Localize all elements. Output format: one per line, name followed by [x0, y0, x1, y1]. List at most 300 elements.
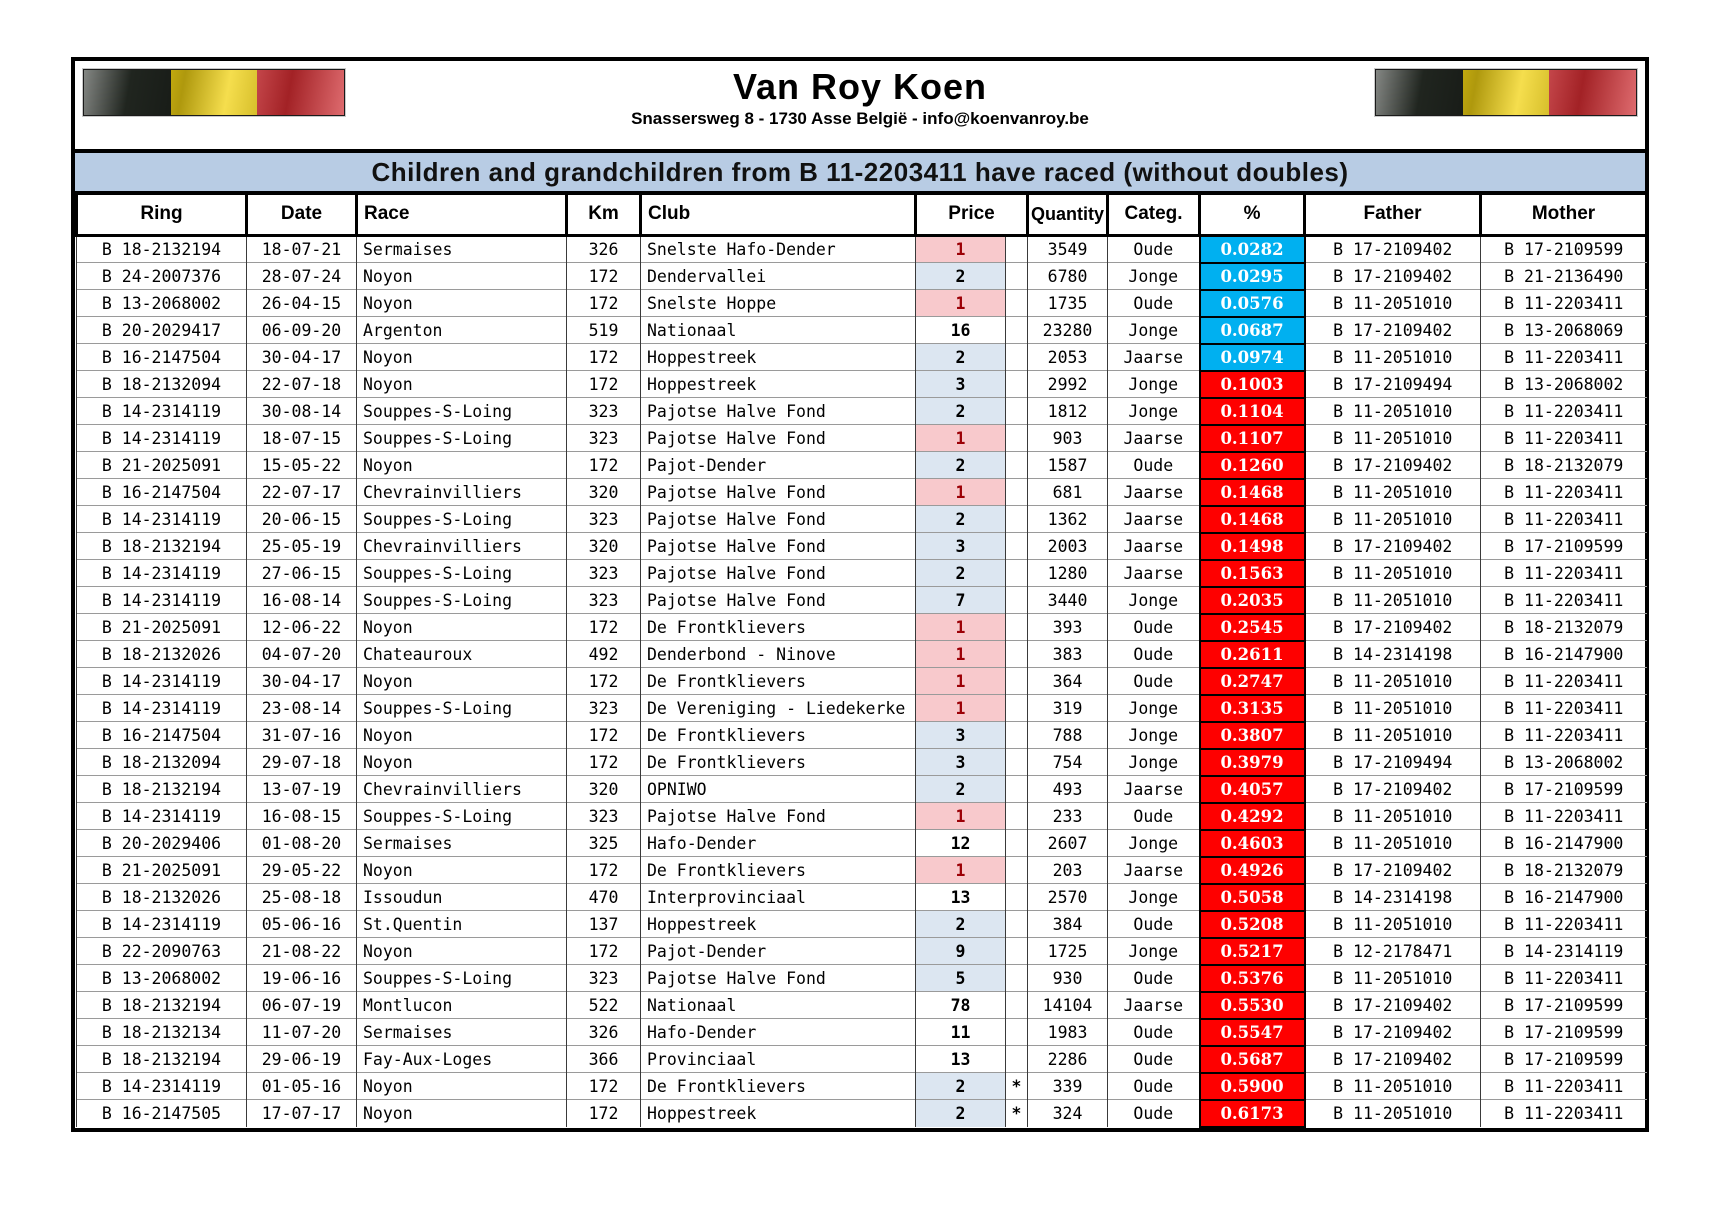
date-cell: 06-09-20 [247, 317, 357, 344]
star-marker [1006, 857, 1028, 884]
km-cell: 323 [567, 965, 641, 992]
quantity-cell: 1280 [1028, 560, 1108, 587]
ring-cell: B 16-2147504 [77, 479, 247, 506]
results-body [77, 235, 1647, 1127]
percentage-cell: 0.3135 [1200, 695, 1305, 722]
percentage-cell: 0.1468 [1200, 506, 1305, 533]
ring-cell: B 18-2132134 [77, 1019, 247, 1046]
km-cell: 325 [567, 830, 641, 857]
km-cell: 323 [567, 560, 641, 587]
belgian-flag-left-icon [83, 69, 345, 116]
masthead [75, 61, 1645, 149]
table-row [77, 911, 1647, 938]
race-cell: Souppes-S-Loing [357, 587, 567, 614]
percentage-cell: 0.4057 [1200, 776, 1305, 803]
father-cell: B 11-2051010 [1305, 560, 1481, 587]
club-cell: De Frontklievers [641, 722, 916, 749]
ring-cell: B 14-2314119 [77, 911, 247, 938]
km-cell: 172 [567, 614, 641, 641]
km-cell: 172 [567, 722, 641, 749]
category-cell: Jaarse [1108, 506, 1200, 533]
percentage-cell: 0.6173 [1200, 1100, 1305, 1127]
father-cell: B 17-2109402 [1305, 1046, 1481, 1073]
club-cell: Pajotse Halve Fond [641, 479, 916, 506]
star-marker [1006, 884, 1028, 911]
price-cell: 13 [916, 1046, 1006, 1073]
ring-cell: B 14-2314119 [77, 506, 247, 533]
quantity-cell: 3440 [1028, 587, 1108, 614]
star-marker [1006, 749, 1028, 776]
mother-cell: B 17-2109599 [1481, 776, 1647, 803]
date-cell: 13-07-19 [247, 776, 357, 803]
father-cell: B 11-2051010 [1305, 506, 1481, 533]
date-cell: 22-07-18 [247, 371, 357, 398]
km-cell: 320 [567, 776, 641, 803]
price-cell: 2 [916, 398, 1006, 425]
race-cell: Noyon [357, 749, 567, 776]
quantity-cell: 2053 [1028, 344, 1108, 371]
table-row [77, 506, 1647, 533]
race-cell: Chevrainvilliers [357, 533, 567, 560]
km-cell: 172 [567, 344, 641, 371]
price-cell: 13 [916, 884, 1006, 911]
km-cell: 172 [567, 263, 641, 290]
category-cell: Jaarse [1108, 857, 1200, 884]
date-cell: 15-05-22 [247, 452, 357, 479]
ring-cell: B 18-2132194 [77, 992, 247, 1019]
ring-cell: B 14-2314119 [77, 803, 247, 830]
father-cell: B 14-2314198 [1305, 884, 1481, 911]
percentage-cell: 0.5058 [1200, 884, 1305, 911]
star-marker: * [1006, 1073, 1028, 1100]
star-marker [1006, 1019, 1028, 1046]
category-cell: Jaarse [1108, 533, 1200, 560]
category-cell: Jonge [1108, 587, 1200, 614]
percentage-cell: 0.1260 [1200, 452, 1305, 479]
price-cell: 1 [916, 803, 1006, 830]
table-row [77, 803, 1647, 830]
percentage-cell: 0.3807 [1200, 722, 1305, 749]
price-cell: 1 [916, 425, 1006, 452]
price-cell: 2 [916, 776, 1006, 803]
km-cell: 323 [567, 803, 641, 830]
quantity-cell: 2607 [1028, 830, 1108, 857]
club-cell: Hoppestreek [641, 344, 916, 371]
percentage-cell: 0.0974 [1200, 344, 1305, 371]
club-cell: De Frontklievers [641, 857, 916, 884]
race-cell: Noyon [357, 938, 567, 965]
father-cell: B 11-2051010 [1305, 398, 1481, 425]
price-cell: 16 [916, 317, 1006, 344]
star-marker [1006, 695, 1028, 722]
results-table [75, 195, 1648, 1128]
percentage-cell: 0.4926 [1200, 857, 1305, 884]
club-cell: De Frontklievers [641, 1073, 916, 1100]
percentage-cell: 0.5530 [1200, 992, 1305, 1019]
percentage-cell: 0.0295 [1200, 263, 1305, 290]
club-cell: De Frontklievers [641, 668, 916, 695]
father-cell: B 11-2051010 [1305, 425, 1481, 452]
table-row [77, 479, 1647, 506]
table-row [77, 1046, 1647, 1073]
category-cell: Oude [1108, 1100, 1200, 1127]
star-marker [1006, 911, 1028, 938]
date-cell: 16-08-14 [247, 587, 357, 614]
price-cell: 2 [916, 344, 1006, 371]
father-cell: B 11-2051010 [1305, 1073, 1481, 1100]
quantity-cell: 681 [1028, 479, 1108, 506]
category-cell: Jaarse [1108, 776, 1200, 803]
club-cell: Pajotse Halve Fond [641, 803, 916, 830]
mother-cell: B 11-2203411 [1481, 803, 1647, 830]
date-cell: 01-05-16 [247, 1073, 357, 1100]
date-cell: 22-07-17 [247, 479, 357, 506]
star-marker [1006, 263, 1028, 290]
percentage-cell: 0.0687 [1200, 317, 1305, 344]
price-cell: 3 [916, 749, 1006, 776]
category-cell: Jonge [1108, 722, 1200, 749]
father-cell: B 11-2051010 [1305, 803, 1481, 830]
category-cell: Oude [1108, 1046, 1200, 1073]
star-marker [1006, 425, 1028, 452]
club-cell: Nationaal [641, 992, 916, 1019]
mother-cell: B 11-2203411 [1481, 290, 1647, 317]
category-cell: Oude [1108, 614, 1200, 641]
ring-cell: B 18-2132194 [77, 533, 247, 560]
price-cell: 1 [916, 235, 1006, 263]
km-cell: 323 [567, 398, 641, 425]
date-cell: 01-08-20 [247, 830, 357, 857]
date-cell: 29-06-19 [247, 1046, 357, 1073]
table-row [77, 263, 1647, 290]
race-cell: Sermaises [357, 1019, 567, 1046]
star-marker [1006, 398, 1028, 425]
percentage-cell: 0.5900 [1200, 1073, 1305, 1100]
price-cell: 3 [916, 371, 1006, 398]
father-cell: B 11-2051010 [1305, 1100, 1481, 1127]
category-cell: Jaarse [1108, 992, 1200, 1019]
club-cell: Denderbond - Ninove [641, 641, 916, 668]
mother-cell: B 14-2314119 [1481, 938, 1647, 965]
ring-cell: B 18-2132094 [77, 749, 247, 776]
date-cell: 11-07-20 [247, 1019, 357, 1046]
club-cell: Provinciaal [641, 1046, 916, 1073]
father-cell: B 11-2051010 [1305, 830, 1481, 857]
table-row [77, 371, 1647, 398]
percentage-cell: 0.4292 [1200, 803, 1305, 830]
km-cell: 323 [567, 695, 641, 722]
category-cell: Jonge [1108, 695, 1200, 722]
price-cell: 5 [916, 965, 1006, 992]
percentage-cell: 0.5208 [1200, 911, 1305, 938]
race-cell: Noyon [357, 452, 567, 479]
race-cell: Noyon [357, 290, 567, 317]
price-cell: 2 [916, 506, 1006, 533]
date-cell: 06-07-19 [247, 992, 357, 1019]
ring-cell: B 20-2029417 [77, 317, 247, 344]
table-row [77, 722, 1647, 749]
price-cell: 3 [916, 533, 1006, 560]
mother-cell: B 17-2109599 [1481, 992, 1647, 1019]
mother-cell: B 18-2132079 [1481, 452, 1647, 479]
category-cell: Oude [1108, 235, 1200, 263]
flag-black-stripe [1376, 70, 1463, 115]
quantity-cell: 1735 [1028, 290, 1108, 317]
mother-cell: B 11-2203411 [1481, 587, 1647, 614]
percentage-cell: 0.2611 [1200, 641, 1305, 668]
date-cell: 25-08-18 [247, 884, 357, 911]
ring-cell: B 18-2132026 [77, 884, 247, 911]
father-cell: B 17-2109494 [1305, 749, 1481, 776]
father-cell: B 17-2109402 [1305, 857, 1481, 884]
flag-red-stripe [1549, 70, 1636, 115]
club-cell: Pajotse Halve Fond [641, 506, 916, 533]
flag-yellow-stripe [171, 70, 258, 115]
ring-cell: B 20-2029406 [77, 830, 247, 857]
father-cell: B 11-2051010 [1305, 344, 1481, 371]
quantity-cell: 23280 [1028, 317, 1108, 344]
price-cell: 1 [916, 479, 1006, 506]
quantity-cell: 1362 [1028, 506, 1108, 533]
club-cell: Snelste Hoppe [641, 290, 916, 317]
percentage-cell: 0.3979 [1200, 749, 1305, 776]
date-cell: 12-06-22 [247, 614, 357, 641]
race-cell: Noyon [357, 344, 567, 371]
mother-cell: B 11-2203411 [1481, 668, 1647, 695]
quantity-cell: 788 [1028, 722, 1108, 749]
mother-cell: B 11-2203411 [1481, 1073, 1647, 1100]
club-cell: Dendervallei [641, 263, 916, 290]
percentage-cell: 0.2035 [1200, 587, 1305, 614]
km-cell: 326 [567, 235, 641, 263]
price-cell: 2 [916, 1100, 1006, 1127]
mother-cell: B 13-2068002 [1481, 749, 1647, 776]
star-marker [1006, 830, 1028, 857]
race-cell: Issoudun [357, 884, 567, 911]
ring-cell: B 13-2068002 [77, 290, 247, 317]
race-cell: Souppes-S-Loing [357, 425, 567, 452]
ring-cell: B 18-2132094 [77, 371, 247, 398]
mother-cell: B 11-2203411 [1481, 695, 1647, 722]
km-cell: 492 [567, 641, 641, 668]
price-cell: 2 [916, 911, 1006, 938]
category-cell: Jonge [1108, 938, 1200, 965]
father-cell: B 11-2051010 [1305, 587, 1481, 614]
table-row [77, 1019, 1647, 1046]
km-cell: 323 [567, 506, 641, 533]
father-cell: B 17-2109402 [1305, 776, 1481, 803]
quantity-cell: 493 [1028, 776, 1108, 803]
price-cell: 2 [916, 1073, 1006, 1100]
table-row [77, 1100, 1647, 1127]
ring-cell: B 24-2007376 [77, 263, 247, 290]
km-cell: 137 [567, 911, 641, 938]
club-cell: Nationaal [641, 317, 916, 344]
race-cell: Noyon [357, 263, 567, 290]
table-row [77, 992, 1647, 1019]
date-cell: 19-06-16 [247, 965, 357, 992]
mother-cell: B 16-2147900 [1481, 641, 1647, 668]
quantity-cell: 930 [1028, 965, 1108, 992]
col-header-category: Categ. [1108, 195, 1200, 235]
quantity-cell: 1587 [1028, 452, 1108, 479]
km-cell: 172 [567, 290, 641, 317]
club-cell: Hafo-Dender [641, 1019, 916, 1046]
col-header-price: Price [916, 195, 1028, 235]
table-row [77, 668, 1647, 695]
date-cell: 26-04-15 [247, 290, 357, 317]
ring-cell: B 21-2025091 [77, 614, 247, 641]
father-cell: B 17-2109402 [1305, 1019, 1481, 1046]
race-cell: Souppes-S-Loing [357, 695, 567, 722]
belgian-flag-right-icon [1375, 69, 1637, 116]
price-cell: 11 [916, 1019, 1006, 1046]
race-cell: Argenton [357, 317, 567, 344]
star-marker [1006, 641, 1028, 668]
category-cell: Jonge [1108, 371, 1200, 398]
quantity-cell: 14104 [1028, 992, 1108, 1019]
star-marker [1006, 668, 1028, 695]
km-cell: 172 [567, 938, 641, 965]
table-row [77, 452, 1647, 479]
table-row [77, 614, 1647, 641]
date-cell: 30-04-17 [247, 668, 357, 695]
quantity-cell: 903 [1028, 425, 1108, 452]
km-cell: 522 [567, 992, 641, 1019]
category-cell: Jonge [1108, 317, 1200, 344]
father-cell: B 17-2109402 [1305, 992, 1481, 1019]
race-cell: Chevrainvilliers [357, 479, 567, 506]
star-marker [1006, 560, 1028, 587]
price-cell: 1 [916, 641, 1006, 668]
km-cell: 323 [567, 425, 641, 452]
race-cell: St.Quentin [357, 911, 567, 938]
table-row [77, 1073, 1647, 1100]
club-cell: Hoppestreek [641, 371, 916, 398]
date-cell: 23-08-14 [247, 695, 357, 722]
spreadsheet-page [71, 57, 1649, 1132]
km-cell: 172 [567, 1073, 641, 1100]
flag-black-stripe [84, 70, 171, 115]
flag-yellow-stripe [1463, 70, 1550, 115]
category-cell: Oude [1108, 668, 1200, 695]
table-row [77, 533, 1647, 560]
mother-cell: B 11-2203411 [1481, 560, 1647, 587]
race-cell: Noyon [357, 668, 567, 695]
ring-cell: B 18-2132194 [77, 1046, 247, 1073]
table-row [77, 965, 1647, 992]
star-marker [1006, 344, 1028, 371]
club-cell: OPNIWO [641, 776, 916, 803]
table-row [77, 560, 1647, 587]
category-cell: Oude [1108, 1019, 1200, 1046]
table-row [77, 749, 1647, 776]
banner-title: Children and grandchildren from B 11-2203411 have raced (without doubles) [75, 149, 1645, 195]
mother-cell: B 18-2132079 [1481, 614, 1647, 641]
km-cell: 172 [567, 452, 641, 479]
ring-cell: B 14-2314119 [77, 668, 247, 695]
ring-cell: B 18-2132194 [77, 235, 247, 263]
quantity-cell: 233 [1028, 803, 1108, 830]
table-row [77, 695, 1647, 722]
table-row [77, 830, 1647, 857]
mother-cell: B 11-2203411 [1481, 398, 1647, 425]
quantity-cell: 1812 [1028, 398, 1108, 425]
star-marker [1006, 965, 1028, 992]
ring-cell: B 16-2147505 [77, 1100, 247, 1127]
category-cell: Oude [1108, 803, 1200, 830]
ring-cell: B 14-2314119 [77, 560, 247, 587]
quantity-cell: 393 [1028, 614, 1108, 641]
club-cell: De Frontklievers [641, 749, 916, 776]
quantity-cell: 3549 [1028, 235, 1108, 263]
km-cell: 323 [567, 587, 641, 614]
quantity-cell: 364 [1028, 668, 1108, 695]
mother-cell: B 17-2109599 [1481, 1019, 1647, 1046]
father-cell: B 11-2051010 [1305, 290, 1481, 317]
col-header-km: Km [567, 195, 641, 235]
race-cell: Chateauroux [357, 641, 567, 668]
ring-cell: B 14-2314119 [77, 1073, 247, 1100]
star-marker [1006, 479, 1028, 506]
mother-cell: B 16-2147900 [1481, 884, 1647, 911]
date-cell: 28-07-24 [247, 263, 357, 290]
table-row [77, 290, 1647, 317]
club-cell: Hoppestreek [641, 1100, 916, 1127]
quantity-cell: 203 [1028, 857, 1108, 884]
club-cell: Snelste Hafo-Dender [641, 235, 916, 263]
category-cell: Jonge [1108, 263, 1200, 290]
table-row [77, 425, 1647, 452]
star-marker [1006, 1046, 1028, 1073]
category-cell: Oude [1108, 290, 1200, 317]
race-cell: Noyon [357, 614, 567, 641]
km-cell: 519 [567, 317, 641, 344]
table-row [77, 884, 1647, 911]
price-cell: 9 [916, 938, 1006, 965]
star-marker [1006, 506, 1028, 533]
father-cell: B 17-2109402 [1305, 235, 1481, 263]
club-cell: Pajotse Halve Fond [641, 560, 916, 587]
mother-cell: B 13-2068069 [1481, 317, 1647, 344]
quantity-cell: 2286 [1028, 1046, 1108, 1073]
date-cell: 29-07-18 [247, 749, 357, 776]
date-cell: 04-07-20 [247, 641, 357, 668]
percentage-cell: 0.0576 [1200, 290, 1305, 317]
club-cell: De Frontklievers [641, 614, 916, 641]
ring-cell: B 21-2025091 [77, 452, 247, 479]
date-cell: 30-04-17 [247, 344, 357, 371]
table-row [77, 587, 1647, 614]
percentage-cell: 0.5376 [1200, 965, 1305, 992]
ring-cell: B 18-2132194 [77, 776, 247, 803]
column-header-row [77, 195, 1647, 235]
star-marker [1006, 938, 1028, 965]
star-marker [1006, 722, 1028, 749]
km-cell: 326 [567, 1019, 641, 1046]
father-cell: B 12-2178471 [1305, 938, 1481, 965]
address-line: Snassersweg 8 - 1730 Asse België - info@koenvanroy.be [631, 109, 1089, 128]
mother-cell: B 17-2109599 [1481, 1046, 1647, 1073]
mother-cell: B 11-2203411 [1481, 425, 1647, 452]
category-cell: Oude [1108, 641, 1200, 668]
col-header-percentage: % [1200, 195, 1305, 235]
col-header-quantity: Quantity [1028, 195, 1108, 235]
col-header-club: Club [641, 195, 916, 235]
col-header-race: Race [357, 195, 567, 235]
date-cell: 20-06-15 [247, 506, 357, 533]
ring-cell: B 21-2025091 [77, 857, 247, 884]
